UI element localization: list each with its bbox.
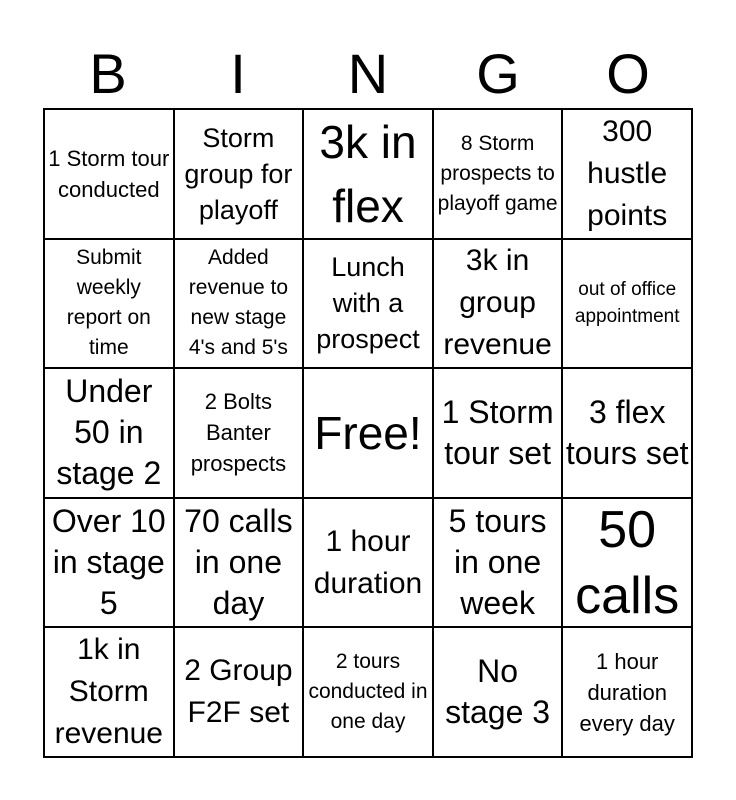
cell-text: 300 hustle points xyxy=(587,114,668,232)
bingo-cell-r5c2[interactable] xyxy=(174,627,304,757)
cell-text: Lunch with a prospect xyxy=(316,252,420,355)
cell-text: 2 tours conducted in one day xyxy=(308,650,428,734)
header-letter-i: I xyxy=(230,42,246,105)
cell-text: 1 hour duration xyxy=(313,524,423,600)
cell-text: 3k in group revenue xyxy=(443,244,552,362)
bingo-cell-r5c1[interactable] xyxy=(44,627,174,757)
bingo-cell-r4c1[interactable] xyxy=(44,498,174,628)
cell-text: 2 Bolts Banter prospects xyxy=(190,389,287,477)
bingo-cell-r5c5[interactable] xyxy=(562,627,692,757)
bingo-cell-r1c5[interactable] xyxy=(562,109,692,239)
cell-text: Storm group for playoff xyxy=(184,122,293,225)
bingo-cell-r2c5[interactable] xyxy=(562,239,692,369)
cell-text: 5 tours in one week xyxy=(448,503,547,622)
cell-text: 3k in flex xyxy=(319,115,417,232)
cell-text: 3 flex tours set xyxy=(565,393,689,471)
bingo-cell-r1c3[interactable] xyxy=(303,109,433,239)
header-letter-o: O xyxy=(606,42,650,105)
header-letter-n: N xyxy=(347,42,389,105)
bingo-header xyxy=(43,40,693,108)
bingo-cell-r1c2[interactable] xyxy=(174,109,304,239)
cell-text: 50 calls xyxy=(575,500,680,625)
cell-text: No stage 3 xyxy=(445,653,551,731)
bingo-cell-r3c3[interactable] xyxy=(303,368,433,498)
bingo-cell-r1c1[interactable] xyxy=(44,109,174,239)
cell-text: Submit weekly report on time xyxy=(66,246,151,360)
cell-text: Under 50 in stage 2 xyxy=(56,373,162,492)
bingo-cell-r2c4[interactable] xyxy=(433,239,563,369)
bingo-cell-r3c4[interactable] xyxy=(433,368,563,498)
cell-text: Over 10 in stage 5 xyxy=(51,503,166,622)
bingo-cell-r2c3[interactable] xyxy=(303,239,433,369)
bingo-cell-r4c2[interactable] xyxy=(174,498,304,628)
cell-text: out of office appointment xyxy=(574,279,680,328)
bingo-cell-r4c4[interactable] xyxy=(433,498,563,628)
bingo-cell-r5c4[interactable] xyxy=(433,627,563,757)
header-letter-g: G xyxy=(476,42,520,105)
cell-text: 1 Storm tour conducted xyxy=(48,145,170,202)
cell-text: 8 Storm prospects to playoff game xyxy=(437,131,558,215)
bingo-cell-r4c3[interactable] xyxy=(303,498,433,628)
cell-text: 2 Group F2F set xyxy=(184,654,293,730)
cell-text-free: Free! xyxy=(314,406,422,459)
bingo-cell-r3c5[interactable] xyxy=(562,368,692,498)
bingo-cell-r3c2[interactable] xyxy=(174,368,304,498)
bingo-cell-r1c4[interactable] xyxy=(433,109,563,239)
cell-text: 1k in Storm revenue xyxy=(54,633,163,751)
bingo-cell-r3c1[interactable] xyxy=(44,368,174,498)
header-letter-b: B xyxy=(89,42,127,105)
cell-text: 70 calls in one day xyxy=(184,503,293,622)
bingo-cell-r2c1[interactable] xyxy=(44,239,174,369)
cell-text: 1 Storm tour set xyxy=(441,393,554,471)
bingo-cell-r4c5[interactable] xyxy=(562,498,692,628)
bingo-grid xyxy=(43,108,693,758)
bingo-cell-r2c2[interactable] xyxy=(174,239,304,369)
bingo-cell-r5c3[interactable] xyxy=(303,627,433,757)
cell-text: Added revenue to new stage 4's and 5's xyxy=(188,246,289,360)
cell-text: 1 hour duration every day xyxy=(579,648,675,736)
